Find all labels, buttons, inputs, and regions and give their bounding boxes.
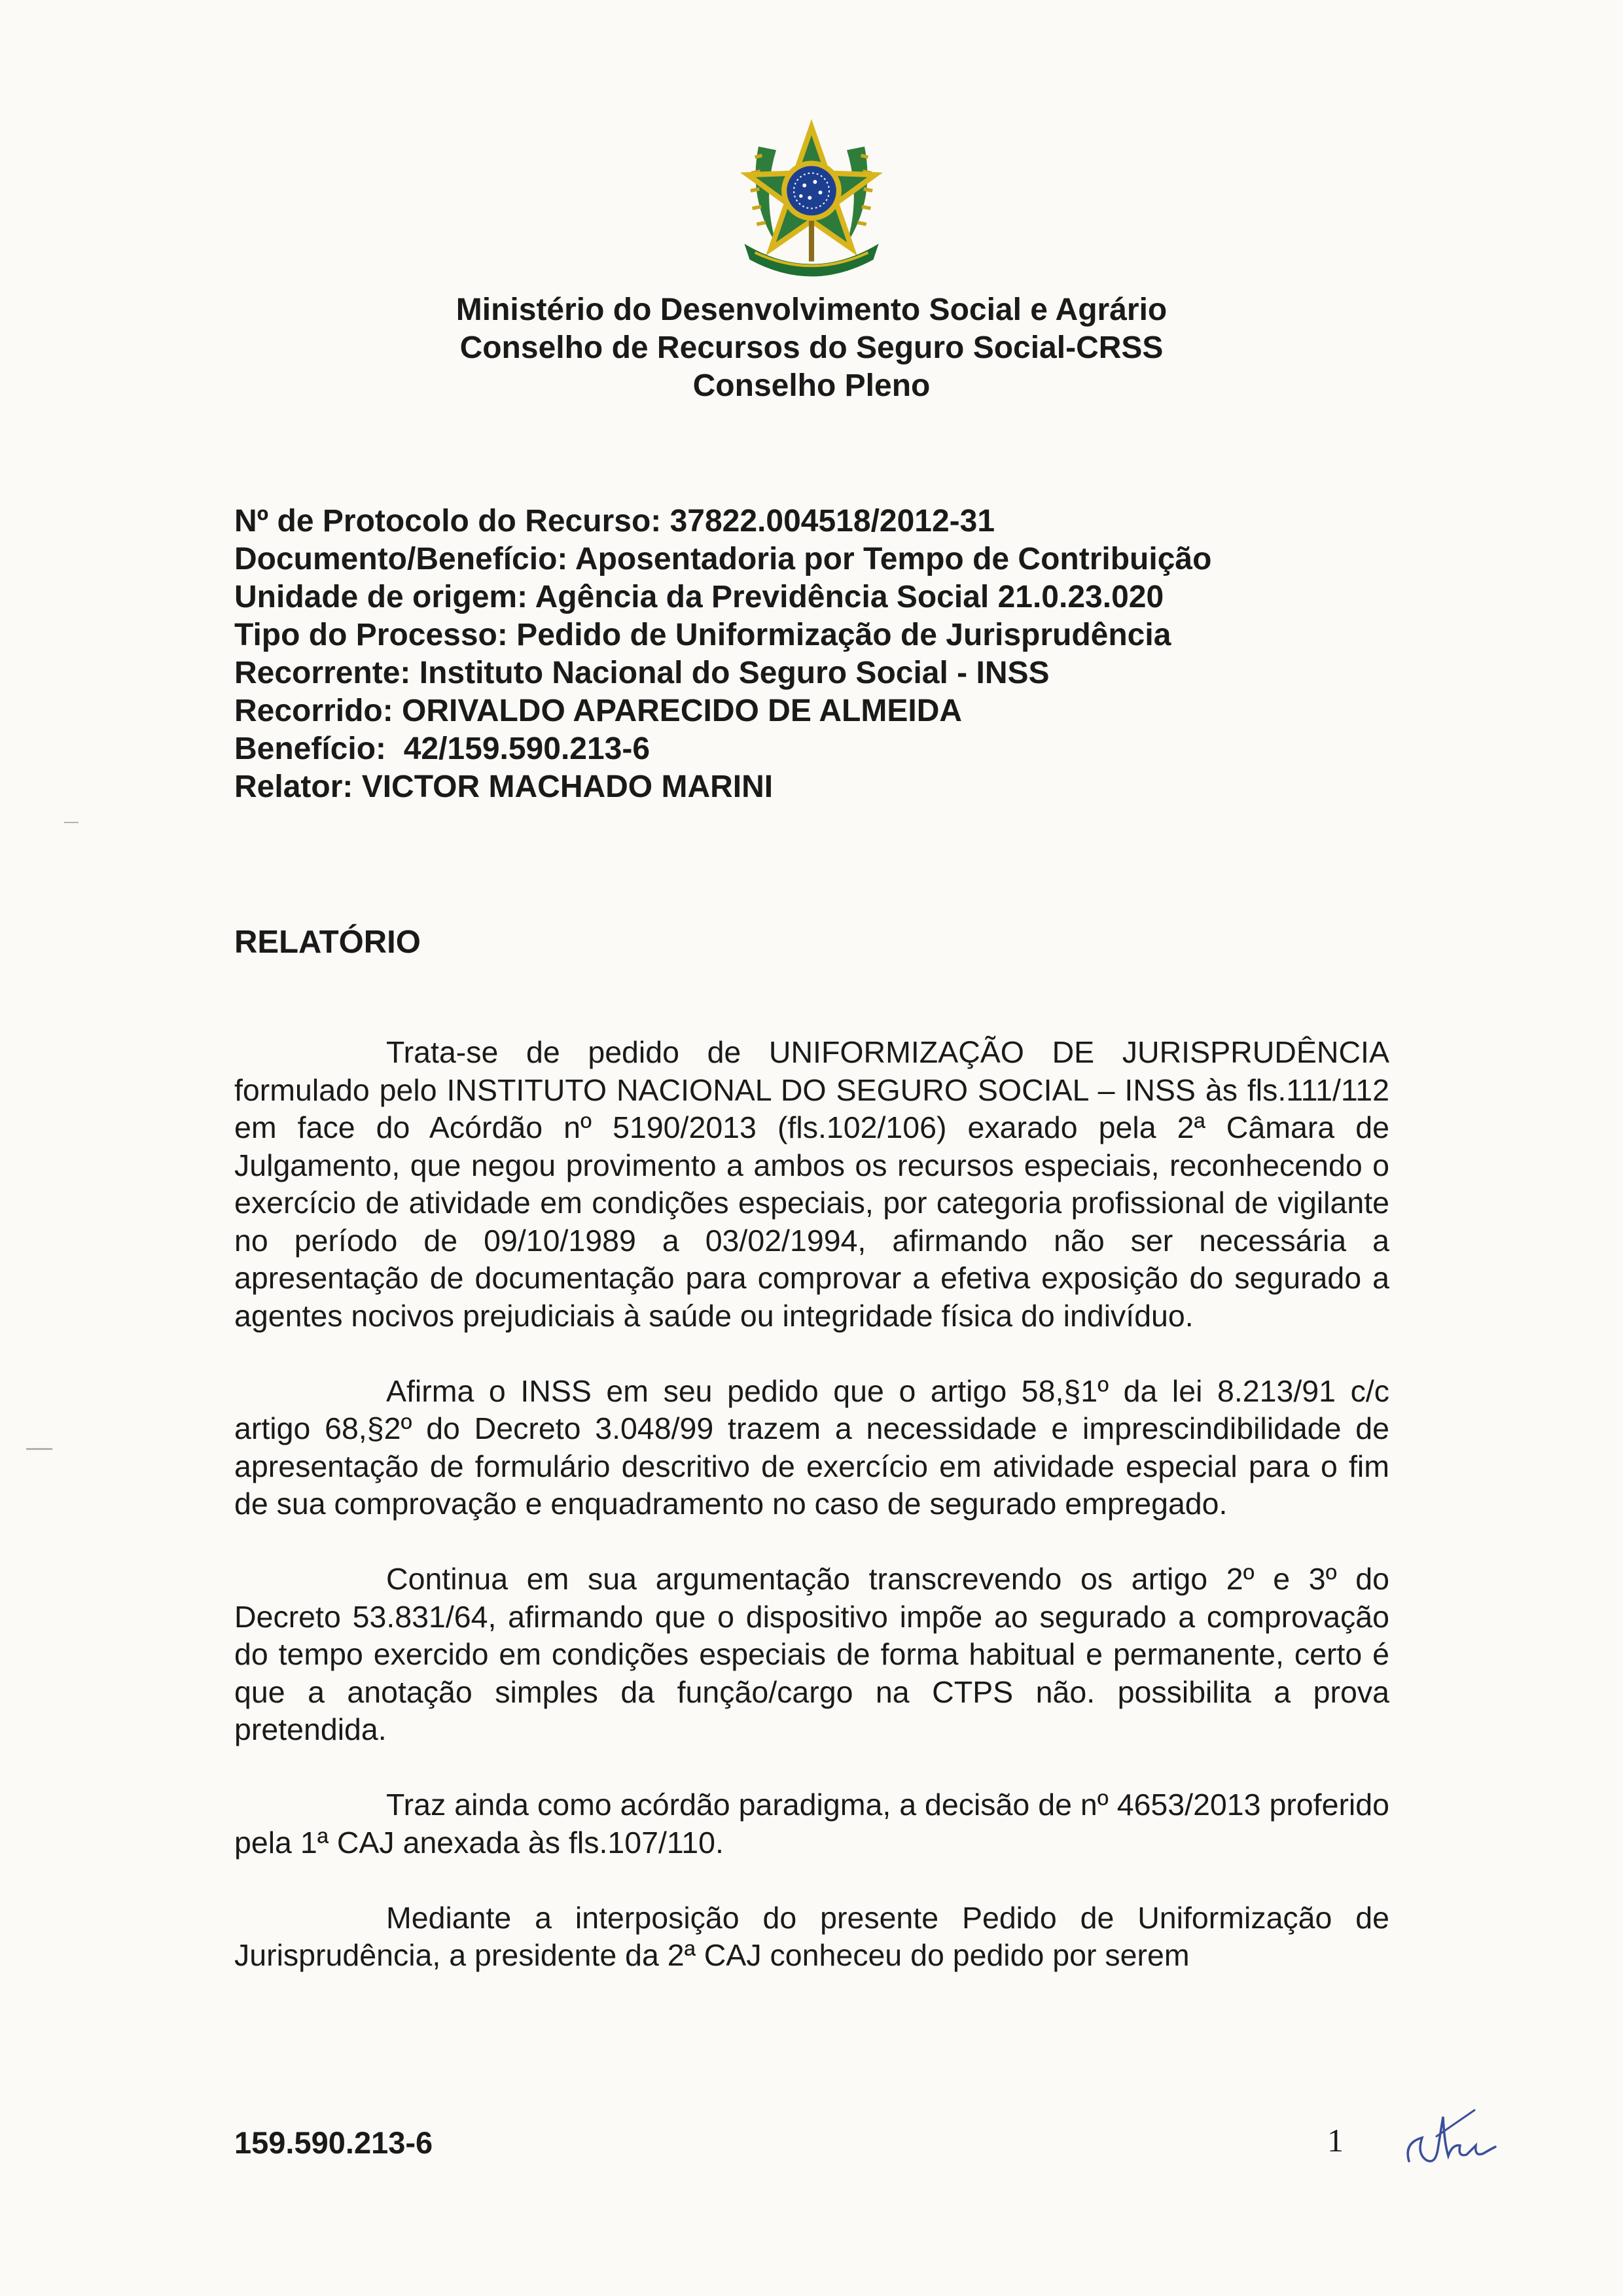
report-body <box>234 1034 1389 1975</box>
footer-benefit-number: 159.590.213-6 <box>234 2125 433 2160</box>
protocol-number: Nº de Protocolo do Recurso: 37822.004518/2012-31 <box>234 504 995 539</box>
paragraph: Trata-se de pedido de UNIFORMIZAÇÃO DE JURISPRUDÊNCIA formulado pelo INSTITUTO NACIONAL DO SEGURO SOCIAL – INSS às fls.111/112 em face do Acórdão nº 5190/2013 (fls.102/106) exarado pela 2ª Câmara de Julgamento, que negou provimento a ambos os recursos especiais, reconhecendo o exercício de atividade em condições especiais, por categoria profissional de vigilante no período de 09/10/1989 a 03/02/1994, afirmando não ser necessária a apresentação de documentação para comprovar a efetiva exposição do segurado a agentes nocivos prejudiciais à saúde ou integridade física do indivíduo. <box>234 1035 1389 1333</box>
paragraph: Continua em sua argumentação transcrevendo os artigo 2º e 3º do Decreto 53.831/64, afirmando que o dispositivo impõe ao segurado a comprovação do tempo exercido em condições especiais de forma habitual e permanente, certo é que a anotação simples da função/cargo na CTPS não. possibilita a prova pretendida. <box>234 1562 1389 1746</box>
handwritten-initials-icon <box>1397 2097 1522 2176</box>
brazil-coat-of-arms-icon <box>723 111 900 288</box>
board-name: Conselho Pleno <box>692 368 931 403</box>
rapporteur: Relator: VICTOR MACHADO MARINI <box>234 769 774 804</box>
paragraph: Afirma o INSS em seu pedido que o artigo 58,§1º da lei 8.213/91 c/c artigo 68,§2º do Decreto 3.048/99 trazem a necessidade e imprescindibilidade de apresentação de formulário descritivo de exercício em atividade especial para o fim de sua comprovação e enquadramento no caso de segurado empregado. <box>234 1373 1389 1521</box>
scan-mark <box>64 822 79 823</box>
respondent: Recorrido: ORIVALDO APARECIDO DE ALMEIDA <box>234 694 963 728</box>
document-header <box>0 291 1623 405</box>
section-title: RELATÓRIO <box>234 925 421 960</box>
council-name: Conselho de Recursos do Seguro Social-CRSS <box>459 330 1164 365</box>
process-type: Tipo do Processo: Pedido de Uniformização de Jurisprudência <box>234 618 1171 652</box>
origin-unit: Unidade de origem: Agência da Previdência Social 21.0.23.020 <box>234 580 1164 614</box>
document-benefit: Documento/Benefício: Aposentadoria por Tempo de Contribuição <box>234 542 1212 576</box>
paragraph: Traz ainda como acórdão paradigma, a decisão de nº 4653/2013 proferido pela 1ª CAJ anexada às fls.107/110. <box>234 1788 1389 1860</box>
appellant: Recorrente: Instituto Nacional do Seguro Social - INSS <box>234 656 1050 690</box>
ministry-name: Ministério do Desenvolvimento Social e Agrário <box>455 292 1168 327</box>
scan-mark <box>26 1448 52 1450</box>
page-number: 1 <box>1327 2122 1344 2159</box>
benefit-number: Benefício: 42/159.590.213-6 <box>234 732 651 766</box>
paragraph: Mediante a interposição do presente Pedido de Uniformização de Jurisprudência, a presidente da 2ª CAJ conheceu do pedido por serem <box>234 1900 1389 1972</box>
case-metadata <box>234 503 1412 806</box>
